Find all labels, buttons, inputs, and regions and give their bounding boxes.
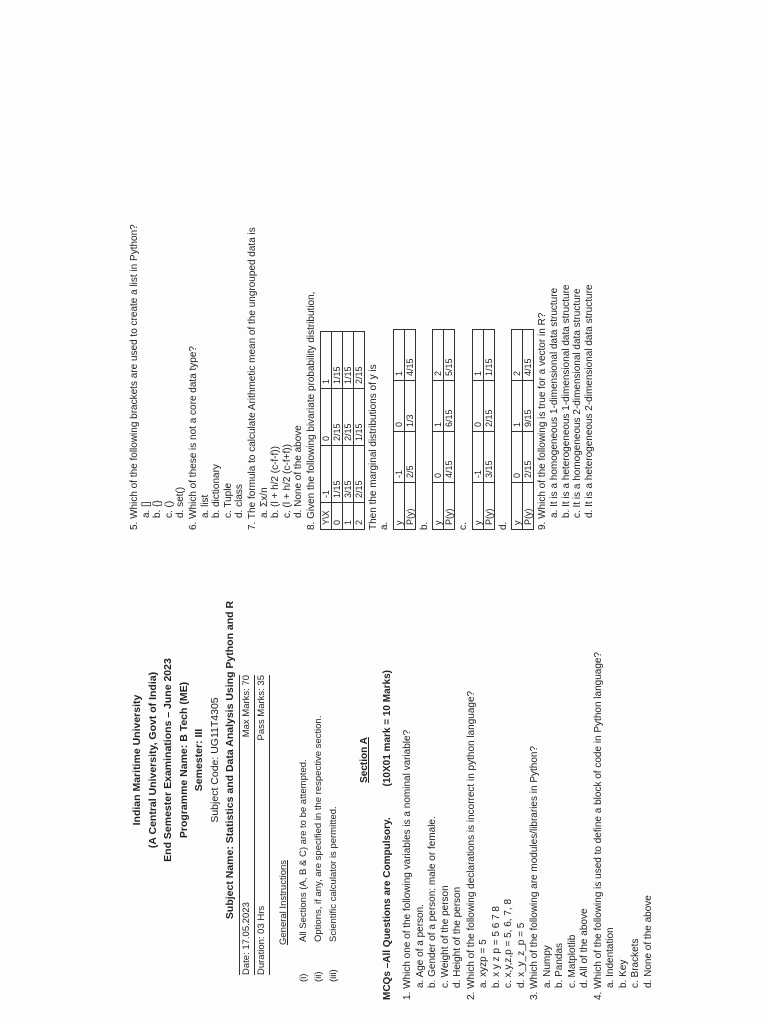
university-name: Indian Maritime University [131,694,143,826]
table-cell: 0 [512,432,523,483]
marginal-table-d [511,329,534,530]
right-column [128,110,595,530]
table-cell: P(y) [404,483,415,530]
subject-name: Subject Name: Statistics and Data Analysis Using Python and R [224,600,236,920]
table-row [342,332,353,530]
table-cell: 1 [320,332,331,389]
question-stem: 1. Which one of the following variables is a nominal variable? [402,729,413,1000]
table-cell: 5/15 [444,330,455,381]
table-cell: 2/15 [331,389,342,446]
table-row [444,330,455,530]
table-cell: 1/3 [404,381,415,432]
table-cell: 2/15 [523,432,534,483]
option: b. dictionary [211,464,223,518]
header-block [120,520,239,1000]
table-cell: 4/15 [444,432,455,483]
table-cell: 4/15 [404,330,415,381]
option: c. Weight of the person [439,885,451,988]
table-cell: 2 [433,330,444,381]
option: c. (l + h/2 (c-f+f)) [281,444,293,518]
mcq-heading: MCQs –All Questions are Compulsory. [381,817,393,1000]
table-cell: 1 [433,381,444,432]
option: d. None of the above [642,895,654,988]
left-column [120,520,655,1000]
option: b. (l + h/2 (c-f-f)) [270,446,282,518]
table-cell: 1 [342,503,353,530]
option-label: a. [379,521,391,530]
table-row [404,330,415,530]
table-row [523,330,534,530]
table-cell: 2 [353,503,364,530]
option: a. Numpy [541,945,553,988]
table-cell: 2/15 [353,332,364,389]
table-cell: y [393,483,404,530]
option: a. list [199,494,211,518]
option: c. x,y,z,p = 5, 6, 7, 8 [503,898,514,988]
rotated-exam-sheet [120,100,690,1000]
question-stem: 5. Which of the following brackets are used to create a list in Python? [129,224,140,530]
table-row [512,330,523,530]
table-cell: 2/15 [353,446,364,503]
table-cell: y [433,483,444,530]
table-cell: 1 [512,381,523,432]
question-2 [466,520,529,1000]
option: d. x_y_z_p = 5 [515,922,527,988]
table-cell: 2/15 [342,389,353,446]
table-row [483,330,494,530]
table-row [393,330,404,530]
table-cell: 1/15 [483,330,494,381]
question-stem: 6. Which of these is not a core data type? [187,346,199,530]
option-label: d. [497,521,509,530]
option: a. Age of a person. [414,904,426,988]
table-cell: 2/5 [404,432,415,483]
table-row [331,332,342,530]
table-cell: 1/15 [342,332,353,389]
instruction-number: (i) [298,973,309,982]
table-cell: Y\X [320,503,331,530]
option: c. It is a homogeneous 2-dimensional data structure [572,288,584,518]
table-cell: 1 [472,330,483,381]
question-stem: 2. Which of the following declarations is incorrect in python language? [465,690,477,1000]
table-cell: P(y) [523,483,534,530]
table-cell: 1/15 [331,446,342,503]
marginal-prompt: Then the marginal distributions of y is [367,364,379,530]
option-label: b. [418,521,430,530]
subject-code: Subject Code: UG11T4305 [208,697,221,823]
instruction-text: All Sections (A, B & C) are to be attempted. [298,759,309,942]
instruction-item [296,520,311,982]
table-cell: 2/15 [483,381,494,432]
instruction-text: Scientific calculator is permitted. [328,806,339,942]
question-stem: 8. Given the following bivariate probability distribution, [305,291,317,530]
exam-title: End Semester Examinations – June 2023 [162,658,174,862]
question-8 [306,110,535,530]
table-cell: 1 [393,330,404,381]
table-cell: 2 [512,330,523,381]
question-7 [247,110,305,530]
table-cell: 0 [433,432,444,483]
instruction-number: (iii) [328,969,339,982]
max-marks: Max Marks: 70 [240,675,252,738]
option: d. None of the above [293,425,305,518]
option-label: c. [458,522,470,530]
table-row [472,330,483,530]
table-cell: P(y) [444,483,455,530]
option: a. Indentation [605,927,616,988]
table-cell: 3/15 [342,446,353,503]
option: b. Pandas [554,942,565,988]
table-row [433,330,444,530]
option: c. () [163,500,175,518]
option: d. Height of the person [452,886,463,988]
table-cell: P(y) [483,483,494,530]
semester: Semester: III [193,728,205,792]
option: b. Key [617,959,629,988]
duration-row [255,675,269,975]
question-1 [402,520,465,1000]
table-cell: -1 [472,432,483,483]
table-cell: 6/15 [444,381,455,432]
instruction-item [326,520,341,982]
option: d. It is a heterogeneous 2-dimensional data structure [583,284,595,518]
pass-marks: Pass Marks: 35 [255,675,267,741]
duration: Duration: 03 Hrs [255,905,267,975]
bivariate-table [320,331,365,530]
programme-name: Programme Name: B Tech (ME) [177,681,190,839]
date-row [240,675,254,975]
table-row [353,332,364,530]
table-cell: -1 [393,432,404,483]
table-row [320,332,331,530]
option: a. It is a homogeneous 1-dimensional data structure [549,287,561,518]
duration-rule [269,675,270,975]
marginal-table-c [472,329,495,530]
instruction-text: Options, if any, are specified in the respective section. [313,715,324,942]
table-cell: 0 [393,381,404,432]
table-cell: 1/15 [353,389,364,446]
mcq-marks: (10X01 mark = 10 Marks) [381,670,393,787]
question-3 [529,520,592,1000]
question-6 [188,110,246,530]
option: d. class [234,484,246,518]
table-cell: 0 [320,389,331,446]
question-stem: 4. Which of the following is used to define a block of code in Python language? [592,651,604,1000]
table-cell: -1 [320,446,331,503]
instructions-title: General Instructions [277,859,289,945]
question-stem: 7. The formula to calculate Arithmetic mean of the ungrouped data is [246,227,258,530]
option: a. xyzp = 5 [478,939,489,988]
mcq-heading-row [382,670,395,1000]
table-cell: 1/15 [331,332,342,389]
marginal-table-b [432,329,455,530]
instruction-number: (ii) [313,971,324,982]
instruction-item [311,520,326,982]
university-subtitle: (A Central University, Govt of India) [146,671,159,849]
option: c. Brackets [630,938,641,988]
option: b. x y z p = 5 6 7 8 [490,906,502,988]
question-4 [593,520,656,1000]
section-a-title: Section A [359,737,370,783]
table-cell: 0 [331,503,342,530]
option: d. set() [175,486,187,518]
option: b. Gender of a person: male or female. [427,816,438,988]
table-cell: 9/15 [523,381,534,432]
marginal-table-a [393,329,416,530]
question-stem: 3. Which of the following are modules/libraries in Python? [529,745,540,1000]
option: d. All of the above [579,908,590,988]
table-cell: y [512,483,523,530]
option: a. Σx/n [258,487,270,518]
table-cell: 4/15 [523,330,534,381]
table-cell: 0 [472,381,483,432]
option: c. Tuple [222,482,234,518]
option: a. [] [140,501,152,518]
option: b. It is a heterogeneous 1-dimensional data structure [560,284,572,518]
table-cell: y [472,483,483,530]
option: c. Matplotlib [566,934,578,988]
table-cell: 3/15 [483,432,494,483]
question-9 [537,110,595,530]
exam-date: Date: 17.05.2023 [240,902,252,975]
question-5 [129,110,187,530]
option: b. {} [152,500,164,518]
question-stem: 9. Which of the following is true for a vector in R? [537,312,549,530]
